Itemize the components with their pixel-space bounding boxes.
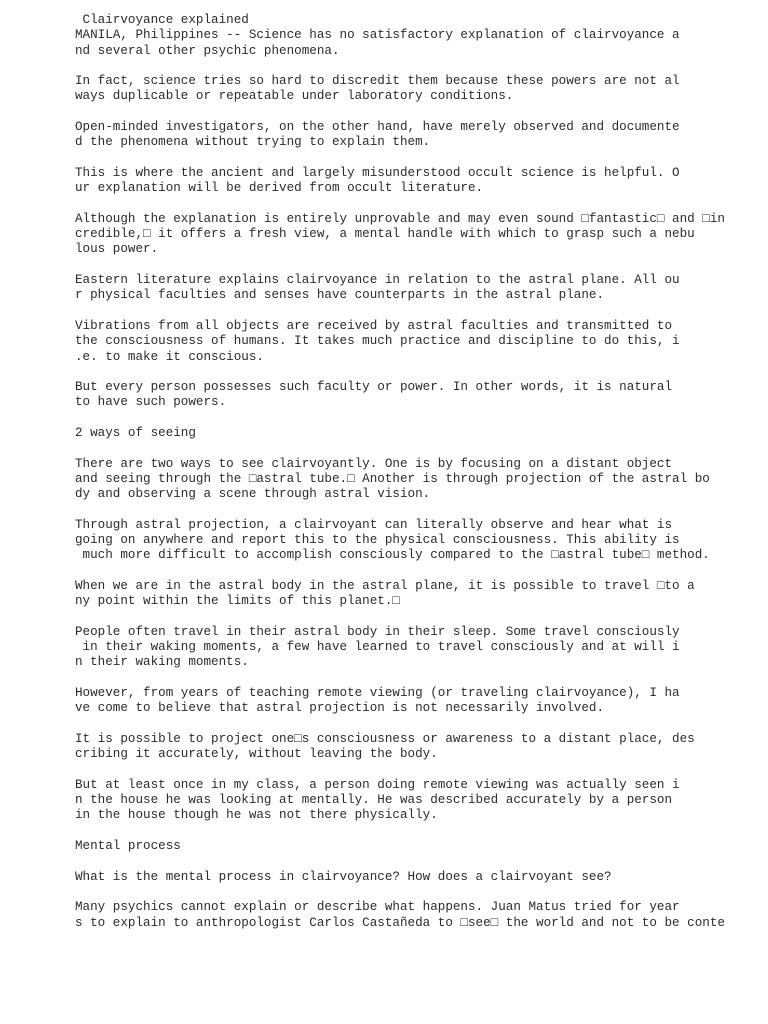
text-line: Open-minded investigators, on the other hand, have merely observed and documente [75, 120, 680, 135]
text-line: But at least once in my class, a person doing remote viewing was actually seen i [75, 777, 680, 792]
paragraph [75, 625, 735, 671]
paragraph [75, 120, 735, 151]
paragraph [75, 579, 735, 610]
text-line: What is the mental process in clairvoyance? How does a clairvoyant see? [75, 869, 612, 884]
text-line: But every person possesses such faculty or power. In other words, it is natural [75, 380, 673, 395]
paragraph [75, 778, 735, 824]
text-line: However, from years of teaching remote viewing (or traveling clairvoyance), I ha [75, 686, 680, 701]
text-line: Although the explanation is entirely unprovable and may even sound □fantastic□ and □in [75, 211, 725, 226]
paragraph [75, 273, 735, 304]
text-line: dy and observing a scene through astral vision. [75, 487, 431, 502]
text-line: n the house he was looking at mentally. He was described accurately by a person [75, 793, 673, 808]
paragraph [75, 686, 735, 717]
text-line: There are two ways to see clairvoyantly. One is by focusing on a distant object [75, 456, 673, 471]
paragraph [75, 380, 735, 411]
text-line: lous power. [75, 242, 159, 257]
text-line: In fact, science tries so hard to discredit them because these powers are not al [75, 74, 680, 89]
text-line: People often travel in their astral body in their sleep. Some travel consciously [75, 624, 680, 639]
text-line: cribing it accurately, without leaving the body. [75, 747, 438, 762]
paragraph [75, 900, 735, 931]
text-line: Mental process [75, 839, 181, 854]
text-line: ny point within the limits of this planet.□ [75, 594, 400, 609]
text-line: ur explanation will be derived from occult literature. [75, 181, 484, 196]
text-line: d the phenomena without trying to explain them. [75, 135, 431, 150]
paragraph [75, 212, 735, 258]
text-line: Many psychics cannot explain or describe what happens. Juan Matus tried for year [75, 900, 680, 915]
text-line: MANILA, Philippines -- Science has no satisfactory explanation of clairvoyance a [75, 28, 680, 43]
text-line: credible,□ it offers a fresh view, a mental handle with which to grasp such a nebu [75, 227, 695, 242]
text-line: in their waking moments, a few have learned to travel consciously and at will i [75, 640, 680, 655]
paragraph [75, 518, 735, 564]
text-line: to have such powers. [75, 395, 227, 410]
text-line: s to explain to anthropologist Carlos Castañeda to □see□ the world and not to be conte [75, 915, 725, 930]
paragraph [75, 457, 735, 503]
text-line: This is where the ancient and largely misunderstood occult science is helpful. O [75, 165, 680, 180]
text-line: It is possible to project one□s consciousness or awareness to a distant place, des [75, 731, 695, 746]
text-line: When we are in the astral body in the astral plane, it is possible to travel □to a [75, 578, 695, 593]
text-line: ve come to believe that astral projection is not necessarily involved. [75, 701, 605, 716]
text-line: Vibrations from all objects are received by astral faculties and transmitted to [75, 318, 673, 333]
text-line: Eastern literature explains clairvoyance in relation to the astral plane. All ou [75, 273, 680, 288]
paragraph [75, 732, 735, 763]
paragraph [75, 870, 735, 885]
text-line: 2 ways of seeing [75, 426, 196, 441]
document-body [75, 13, 735, 946]
text-line: n their waking moments. [75, 655, 249, 670]
paragraph [75, 74, 735, 105]
text-line: r physical faculties and senses have counterparts in the astral plane. [75, 288, 605, 303]
text-line: nd several other psychic phenomena. [75, 43, 340, 58]
text-line: in the house though he was not there physically. [75, 808, 438, 823]
text-line: .e. to make it conscious. [75, 349, 264, 364]
text-line: and seeing through the □astral tube.□ Another is through projection of the astral bo [75, 471, 710, 486]
text-line: ways duplicable or repeatable under laboratory conditions. [75, 89, 514, 104]
text-line: going on anywhere and report this to the physical consciousness. This ability is [75, 533, 680, 548]
paragraph [75, 28, 735, 59]
paragraph-list [75, 28, 735, 931]
paragraph [75, 166, 735, 197]
document-title: Clairvoyance explained [75, 13, 249, 27]
paragraph [75, 319, 735, 365]
paragraph [75, 839, 735, 854]
paragraph [75, 426, 735, 441]
text-line: much more difficult to accomplish consciously compared to the □astral tube□ method. [75, 548, 710, 563]
text-line: the consciousness of humans. It takes much practice and discipline to do this, i [75, 334, 680, 349]
text-line: Through astral projection, a clairvoyant can literally observe and hear what is [75, 517, 673, 532]
